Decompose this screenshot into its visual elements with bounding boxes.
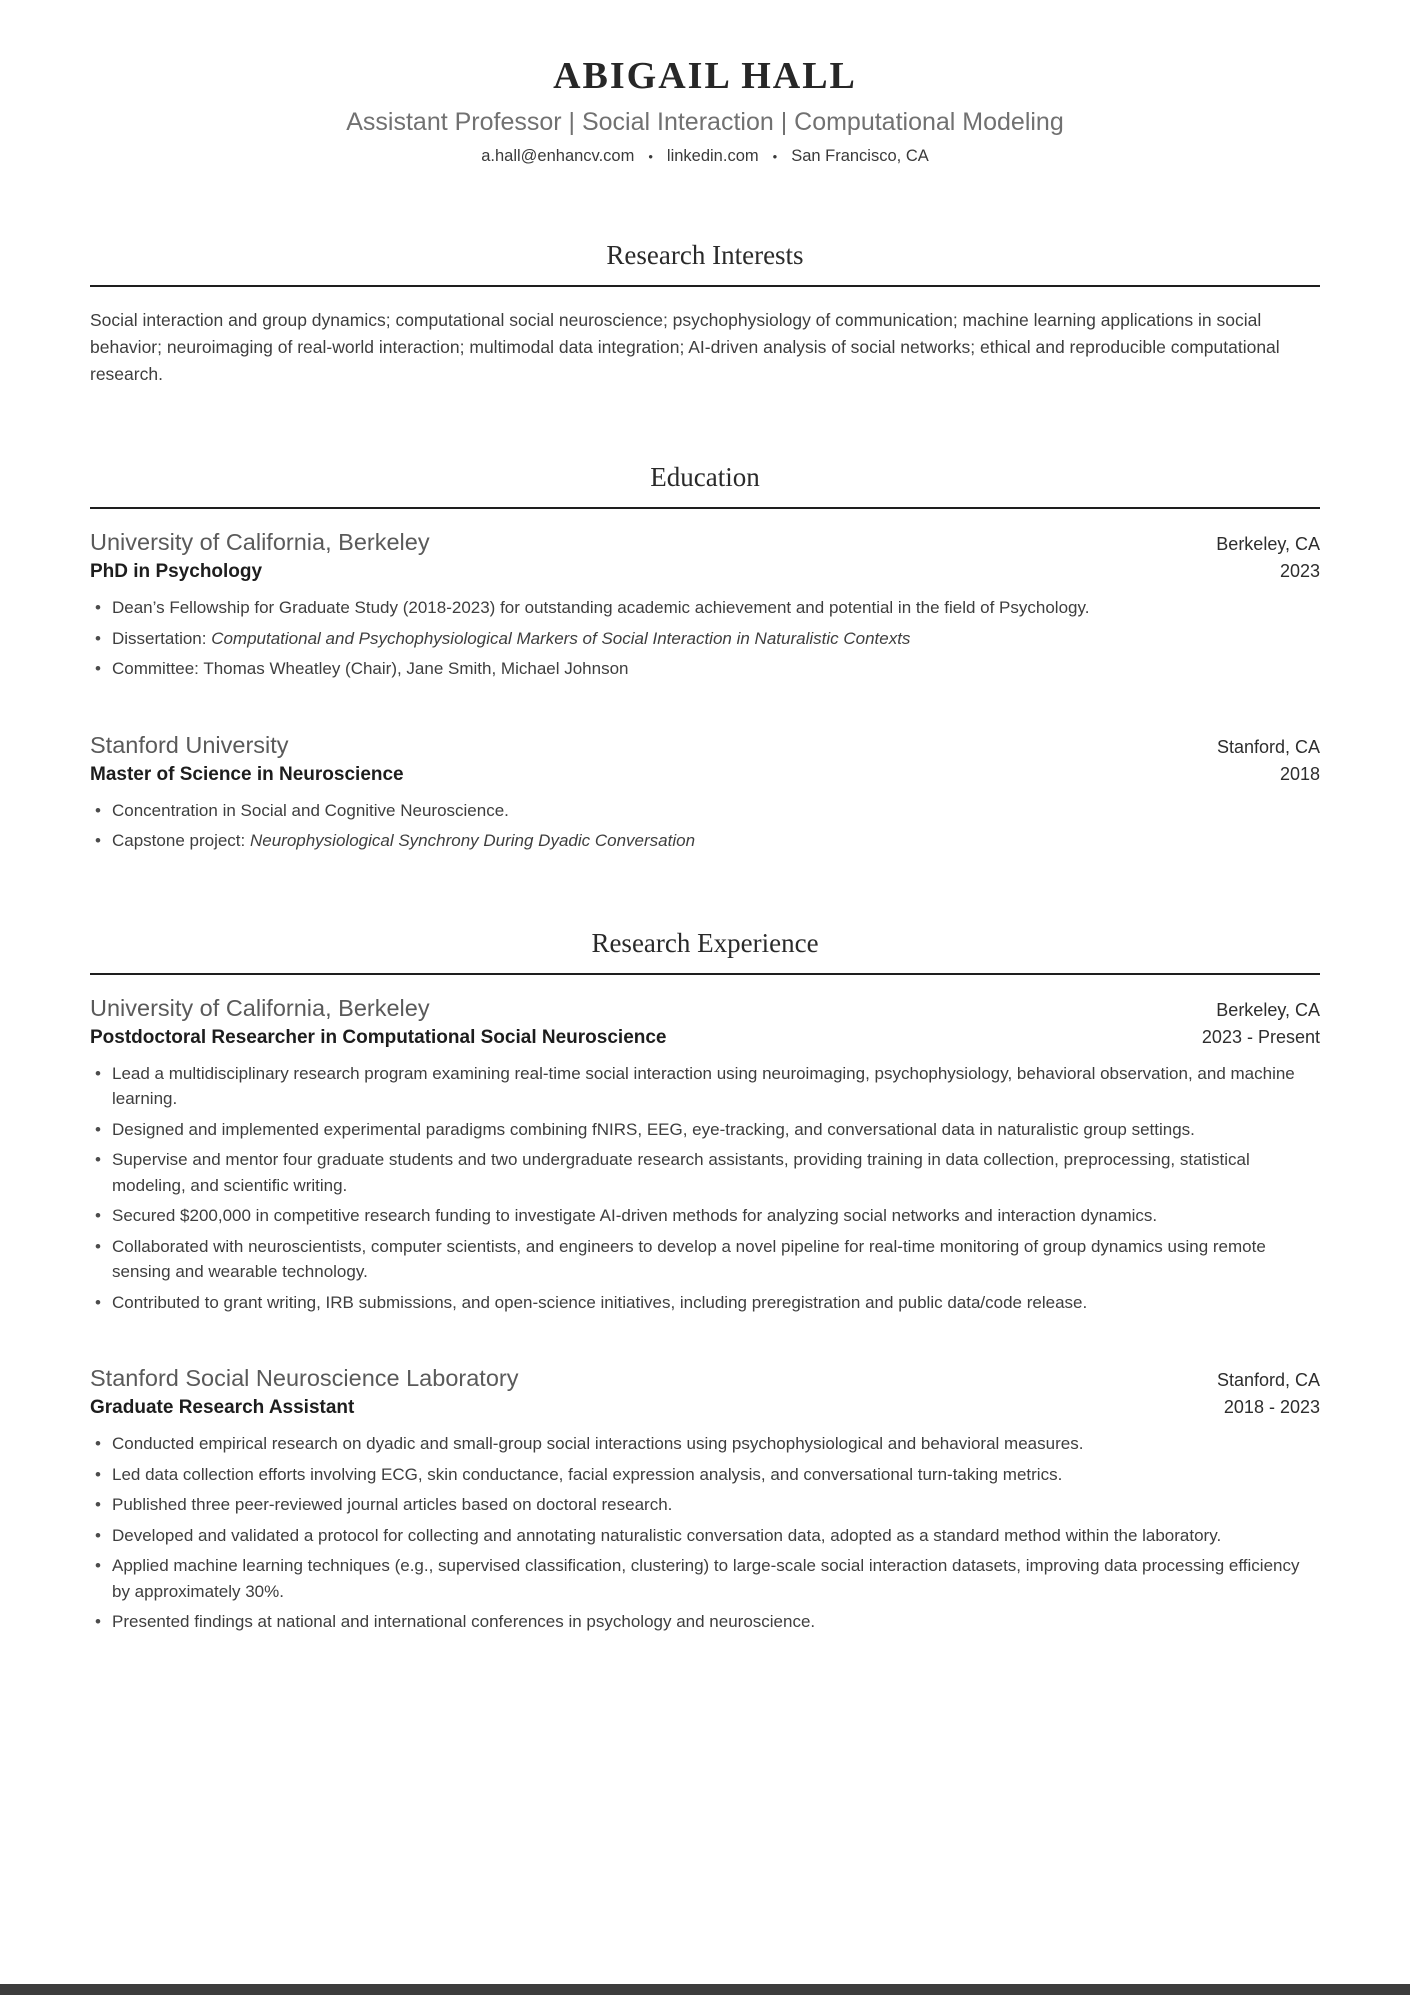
bullet-list bbox=[90, 798, 1320, 854]
bullet-list bbox=[90, 595, 1320, 682]
page-bottom-edge bbox=[0, 1984, 1410, 1995]
bullet-text: Concentration in Social and Cognitive Neuroscience. bbox=[112, 800, 509, 820]
bullet-item bbox=[90, 1553, 1320, 1604]
bullet-separator-icon: • bbox=[648, 149, 653, 164]
experience-entry bbox=[90, 1365, 1320, 1635]
section-education bbox=[90, 462, 1320, 854]
institution-name: University of California, Berkeley bbox=[90, 529, 430, 556]
entry-location: Stanford, CA bbox=[1216, 736, 1320, 757]
bullet-item bbox=[90, 656, 1320, 682]
institution-name: University of California, Berkeley bbox=[90, 994, 430, 1021]
section-divider bbox=[90, 973, 1320, 975]
section-divider bbox=[90, 285, 1320, 287]
bullet-item bbox=[90, 1234, 1320, 1285]
contact-line bbox=[90, 147, 1320, 166]
experience-entry bbox=[90, 995, 1320, 1316]
bullet-item bbox=[90, 1492, 1320, 1518]
bullet-text: Contributed to grant writing, IRB submissions, and open-science initiatives, including preregistration and public data/code release. bbox=[112, 1292, 1088, 1312]
section-title: Research Interests bbox=[606, 240, 804, 270]
contact-location: San Francisco, CA bbox=[791, 147, 929, 165]
person-title: Assistant Professor | Social Interaction | Computational Modeling bbox=[346, 108, 1064, 136]
bullet-item bbox=[90, 1203, 1320, 1229]
bullet-item bbox=[90, 1117, 1320, 1143]
bullet-item bbox=[90, 798, 1320, 824]
entry-dates: 2023 bbox=[1279, 561, 1320, 582]
bullet-text: Conducted empirical research on dyadic and small-group social interactions using psychophysiological and behavioral measures. bbox=[112, 1434, 1084, 1454]
degree-title: Master of Science in Neuroscience bbox=[90, 763, 404, 785]
bullet-text: Collaborated with neuroscientists, computer scientists, and engineers to develop a novel pipeline for real-time monitoring of group dynamics using remote sensing and wearable technology. bbox=[112, 1236, 1266, 1282]
bullet-item bbox=[90, 1462, 1320, 1488]
bullet-list bbox=[90, 1431, 1320, 1635]
bullet-item bbox=[90, 1523, 1320, 1549]
institution-name: Stanford University bbox=[90, 731, 289, 758]
bullet-text: Dean’s Fellowship for Graduate Study (2018-2023) for outstanding academic achievement and potential in the field of Psychology. bbox=[112, 598, 1090, 618]
bullet-text: Lead a multidisciplinary research program examining real-time social interaction using neuroimaging, psychophysiology, behavioral observation, and machine learning. bbox=[112, 1063, 1295, 1109]
bullet-text: Committee: Thomas Wheatley (Chair), Jane Smith, Michael Johnson bbox=[112, 659, 629, 679]
entry-location: Stanford, CA bbox=[1216, 1370, 1320, 1391]
resume-header bbox=[90, 54, 1320, 166]
bullet-text: Presented findings at national and international conferences in psychology and neuroscience. bbox=[112, 1612, 816, 1632]
bullet-item bbox=[90, 626, 1320, 652]
section-title: Education bbox=[650, 462, 760, 493]
bullet-item bbox=[90, 595, 1320, 621]
bullet-item bbox=[90, 1290, 1320, 1316]
bullet-text: Applied machine learning techniques (e.g., supervised classification, clustering) to large-scale social interaction datasets, improving data processing efficiency by approximately 30%. bbox=[112, 1556, 1300, 1601]
bullet-text: Secured $200,000 in competitive research funding to investigate AI-driven methods for analyzing social networks and interaction dynamics. bbox=[112, 1206, 1158, 1226]
position-title: Postdoctoral Researcher in Computational Social Neuroscience bbox=[90, 1026, 667, 1048]
bullet-text: Designed and implemented experimental paradigms combining fNIRS, EEG, eye-tracking, and conversational data in naturalistic group settings. bbox=[112, 1119, 1195, 1139]
education-entry bbox=[90, 732, 1320, 854]
contact-email[interactable]: a.hall@enhancv.com bbox=[481, 147, 635, 165]
position-title: Graduate Research Assistant bbox=[90, 1397, 355, 1419]
entry-location: Berkeley, CA bbox=[1216, 999, 1320, 1020]
entry-dates: 2023 - Present bbox=[1201, 1026, 1320, 1047]
bullet-text-italic: Neurophysiological Synchrony During Dyadic Conversation bbox=[249, 831, 696, 851]
bullet-item bbox=[90, 1609, 1320, 1635]
bullet-separator-icon: • bbox=[772, 149, 778, 164]
bullet-text: Developed and validated a protocol for collecting and annotating naturalistic conversation data, adopted as a standard method within the laboratory. bbox=[112, 1525, 1222, 1545]
bullet-text: Led data collection efforts involving ECG, skin conductance, facial expression analysis, and conversational turn-taking metrics. bbox=[112, 1464, 1063, 1484]
person-name: ABIGAIL HALL bbox=[553, 55, 857, 97]
contact-linkedin[interactable]: linkedin.com bbox=[666, 147, 759, 165]
bullet-text: Dissertation: bbox=[112, 628, 212, 648]
entry-location: Berkeley, CA bbox=[1216, 534, 1320, 555]
research-interests-body: Social interaction and group dynamics; computational social neuroscience; psychophysiology of communication; machine learning applications in social behavior; neuroimaging of real-world interaction; multimodal data integration; AI-driven analysis of social networks; ethical and reproducible computational research. bbox=[90, 310, 1280, 385]
bullet-item bbox=[90, 1431, 1320, 1457]
bullet-list bbox=[90, 1061, 1320, 1316]
section-title: Research Experience bbox=[591, 927, 819, 958]
entry-dates: 2018 - 2023 bbox=[1223, 1397, 1320, 1418]
bullet-text: Published three peer-reviewed journal articles based on doctoral research. bbox=[112, 1495, 673, 1515]
section-research-experience bbox=[90, 928, 1320, 1635]
bullet-item bbox=[90, 1147, 1320, 1198]
education-entry bbox=[90, 529, 1320, 682]
degree-title: PhD in Psychology bbox=[90, 561, 263, 583]
bullet-item bbox=[90, 828, 1320, 854]
bullet-item bbox=[90, 1061, 1320, 1112]
institution-name: Stanford Social Neuroscience Laboratory bbox=[90, 1365, 519, 1392]
bullet-text-italic: Computational and Psychophysiological Markers of Social Interaction in Naturalistic Contexts bbox=[211, 628, 911, 648]
entry-dates: 2018 bbox=[1279, 763, 1320, 784]
section-divider bbox=[90, 507, 1320, 509]
bullet-text: Capstone project: bbox=[112, 831, 250, 851]
section-research-interests bbox=[90, 240, 1320, 388]
bullet-text: Supervise and mentor four graduate students and two undergraduate research assistants, providing training in data collection, preprocessing, statistical modeling, and scientific writing. bbox=[112, 1150, 1250, 1195]
